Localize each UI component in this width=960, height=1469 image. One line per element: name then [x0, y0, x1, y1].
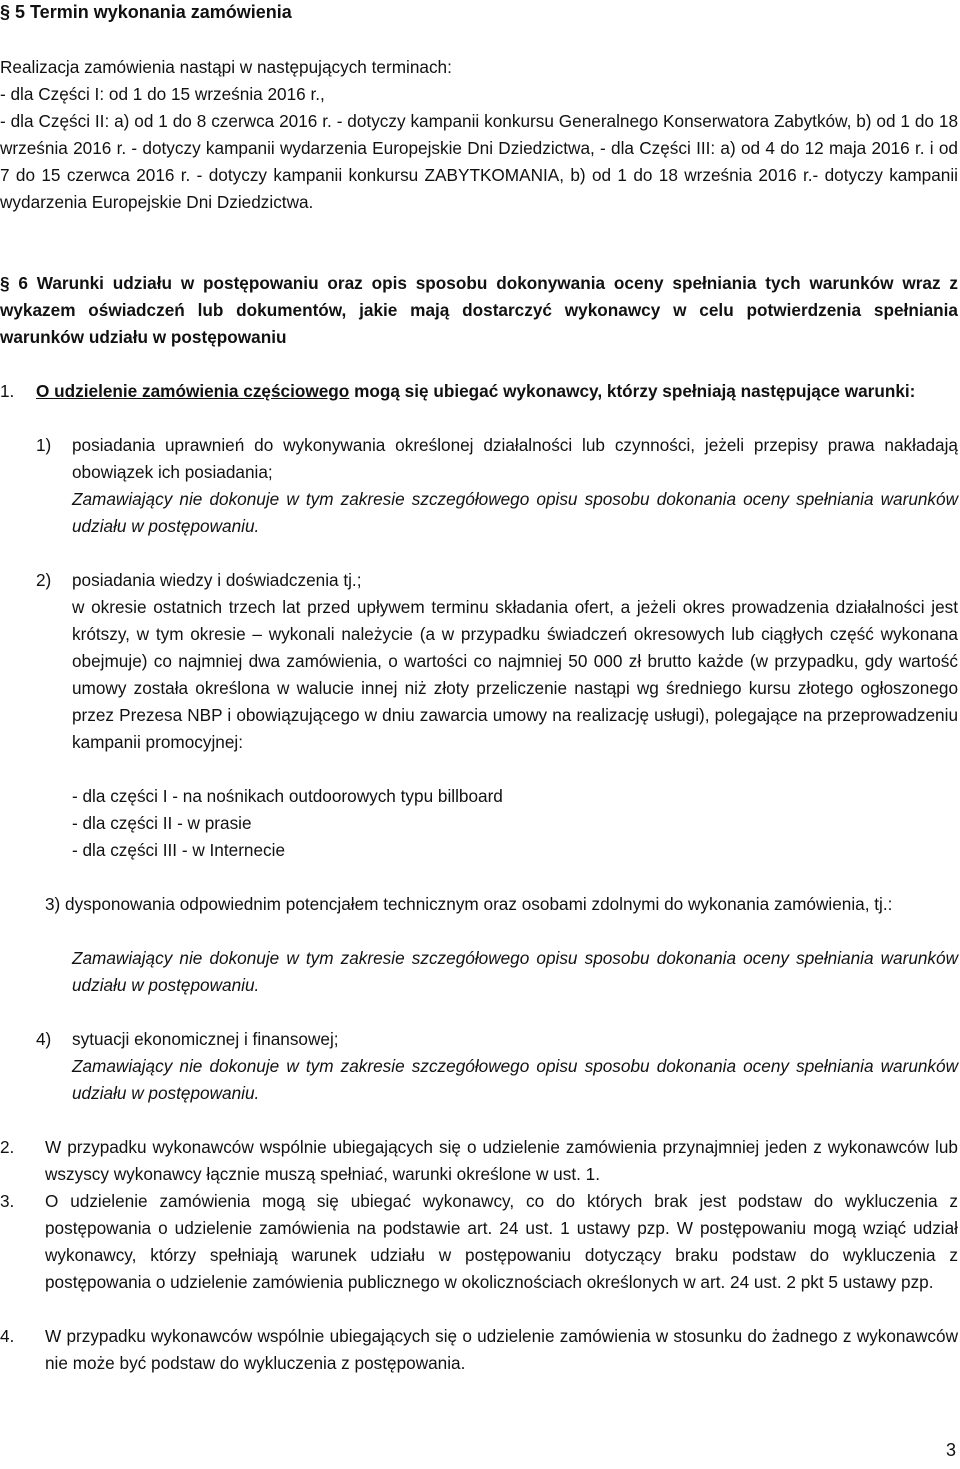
condition-4-number: 4): [36, 1029, 52, 1049]
item-3-number: 3.: [0, 1191, 15, 1211]
item-1-number: 1.: [0, 381, 15, 401]
section-5-heading: § 5 Termin wykonania zamówienia: [0, 2, 292, 22]
item-1-lead: O udzielenie zamówienia częściowego: [36, 381, 350, 401]
item-1-rest: mogą się ubiegać wykonawcy, którzy spełniają następujące warunki:: [349, 381, 916, 401]
item-2-text: W przypadku wykonawców wspólnie ubiegających się o udzielenie zamówienia przynajmniej jeden z wykonawców lub wszyscy wykonawcy łącznie muszą spełniać, warunki określone w ust. 1.: [45, 1137, 958, 1184]
condition-2-text: posiadania wiedzy i doświadczenia tj.;: [72, 570, 362, 590]
condition-1-number: 1): [36, 435, 52, 455]
item-1-text: [36, 378, 958, 405]
condition-2-part-1: - dla części I - na nośnikach outdoorowych typu billboard: [72, 786, 503, 806]
section-5-intro: Realizacja zamówienia nastąpi w następujących terminach:: [0, 57, 452, 77]
section-6-heading: § 6 Warunki udziału w postępowaniu oraz opis sposobu dokonywania oceny spełniania tych warunków wraz z wykazem oświadczeń lub dokumentów, jakie mają dostarczyć wykonawcy w celu potwierdzenia spełniania warunków udziału w postępowaniu: [0, 273, 958, 347]
item-4-number: 4.: [0, 1326, 15, 1346]
page-number: 3: [945, 1440, 956, 1460]
condition-3-text: 3) dysponowania odpowiednim potencjałem technicznym oraz osobami zdolnymi do wykonania zamówienia, tj.:: [45, 894, 893, 914]
condition-2-part-3: - dla części III - w Internecie: [72, 840, 286, 860]
condition-2-part-2: - dla części II - w prasie: [72, 813, 252, 833]
item-2-number: 2.: [0, 1137, 15, 1157]
condition-4-text: sytuacji ekonomicznej i finansowej;: [72, 1029, 339, 1049]
condition-2-detail: w okresie ostatnich trzech lat przed upływem terminu składania ofert, a jeżeli okres prowadzenia działalności jest krótszy, w tym okresie – wykonali należycie (a w przypadku świadczeń okresowych lub ciągłych część wykonana obejmuje) co najmniej dwa zamówienia, o wartości co najmniej 50 000 zł brutto każde (w przypadku, gdy wartość umowy została określona w walucie innej niż złoty przeliczenie nastąpi wg średniego kursu złotego ogłoszonego przez Prezesa NBP i obowiązującego w dniu zawarcia umowy na realizację usługi), polegające na przeprowadzeniu kampanii promocyjnej:: [72, 597, 958, 752]
item-4-text: W przypadku wykonawców wspólnie ubiegających się o udzielenie zamówienia w stosunku do żadnego z wykonawców nie może być podstaw do wykluczenia z postępowania.: [45, 1326, 958, 1373]
condition-1-note: Zamawiający nie dokonuje w tym zakresie szczegółowego opisu sposobu dokonania oceny spełniania warunków udziału w postępowaniu.: [72, 489, 958, 536]
condition-3-note: Zamawiający nie dokonuje w tym zakresie szczegółowego opisu sposobu dokonania oceny spełniania warunków udziału w postępowaniu.: [72, 948, 958, 995]
condition-1-text: posiadania uprawnień do wykonywania określonej działalności lub czynności, jeżeli przepisy prawa nakładają obowiązek ich posiadania;: [72, 435, 958, 482]
condition-4-note: Zamawiający nie dokonuje w tym zakresie szczegółowego opisu sposobu dokonania oceny spełniania warunków udziału w postępowaniu.: [72, 1056, 958, 1103]
section-5-parts-2-3-terms: - dla Części II: a) od 1 do 8 czerwca 2016 r. - dotyczy kampanii konkursu Generalnego Konserwatora Zabytków, b) od 1 do 18 września 2016 r. - dotyczy kampanii wydarzenia Europejskie Dni Dziedzictwa, - dla Części III: a) od 4 do 12 maja 2016 r. i od 7 do 15 czerwca 2016 r. - dotyczy kampanii konkursu ZABYTKOMANIA, b) od 1 do 18 września 2016 r.- dotyczy kampanii wydarzenia Europejskie Dni Dziedzictwa.: [0, 111, 958, 212]
condition-2-number: 2): [36, 570, 52, 590]
item-3-text: O udzielenie zamówienia mogą się ubiegać wykonawcy, co do których brak jest podstaw do wykluczenia z postępowania o udzielenie zamówienia na podstawie art. 24 ust. 1 ustawy pzp. W postępowaniu mogą wziąć udział wykonawcy, którzy spełniają warunek udziału w postępowaniu dotyczący braku podstaw do wykluczenia z postępowania o udzielenie zamówienia publicznego w okolicznościach określonych w art. 24 ust. 2 pkt 5 ustawy pzp.: [45, 1191, 958, 1292]
section-5-part-1-term: - dla Części I: od 1 do 15 września 2016 r.,: [0, 84, 325, 104]
